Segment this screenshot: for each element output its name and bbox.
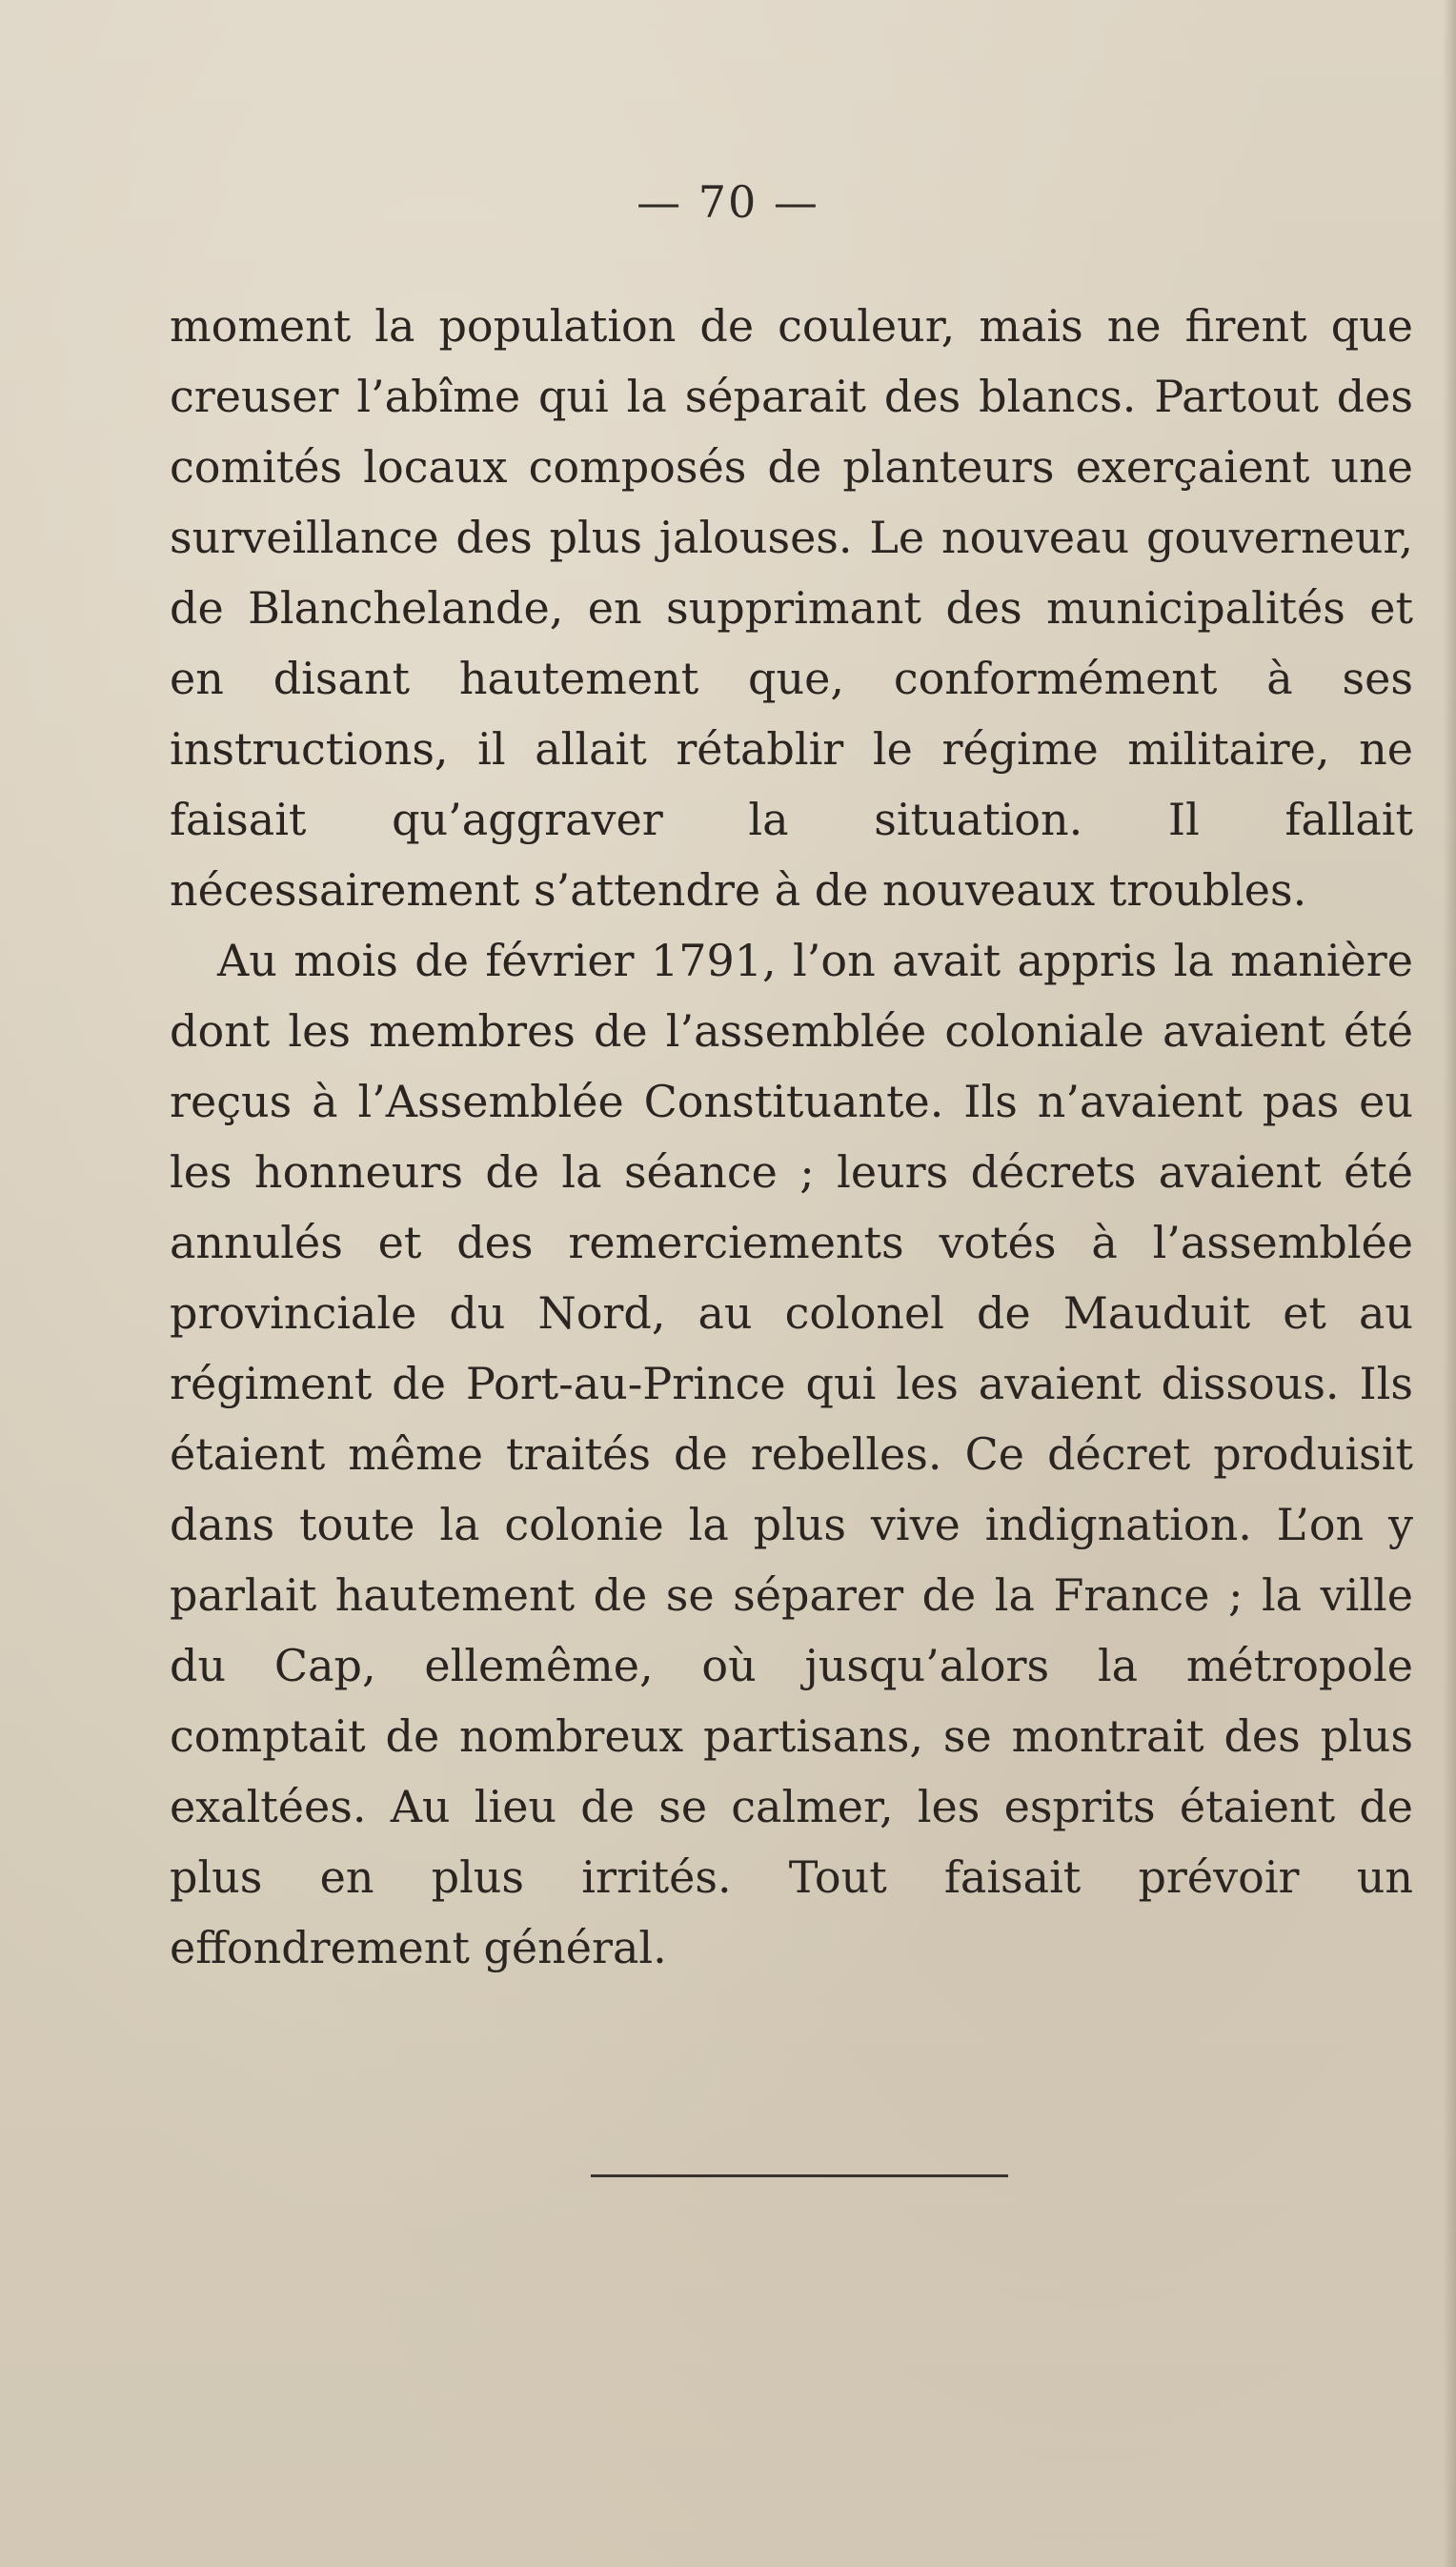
page-edge-shadow — [1443, 0, 1456, 2567]
section-end-rule — [591, 2174, 1008, 2177]
paragraph-1: moment la population de couleur, mais ne firent que creuser l’abîme qui la séparait des blancs. Partout des comités locaux composés de planteurs exerçaient une surveillance des plus jalouses. Le nouveau gouverneur, de Blanchelande, en supprimant des municipalités et en disant hautement que, conformément à ses instructions, il allait rétablir le régime militaire, ne faisait qu’aggraver la situation. Il fallait nécessairement s’attendre à de nouveaux troubles. — [170, 300, 1413, 916]
page-number: — 70 — — [637, 176, 819, 228]
paragraph-2: Au mois de février 1791, l’on avait appris la manière dont les membres de l’assemblée coloniale avaient été reçus à l’Assemblée Constituante. Ils n’avaient pas eu les honneurs de la séance ; leurs décrets avaient été annulés et des remerciements votés à l’assemblée provinciale du Nord, au colonel de Mauduit et au régiment de Port-au-Prince qui les avaient dissous. Ils étaient même traités de rebelles. Ce décret produisit dans toute la colonie la plus vive indignation. L’on y parlait hautement de se séparer de la France ; la ville du Cap, ellemême, où jusqu’alors la métropole comptait de nombreux partisans, se montrait des plus exaltées. Au lieu de se calmer, les esprits étaient de plus en plus irrités. Tout faisait prévoir un effondrement général. — [170, 935, 1413, 1973]
body-text — [170, 291, 1413, 1983]
